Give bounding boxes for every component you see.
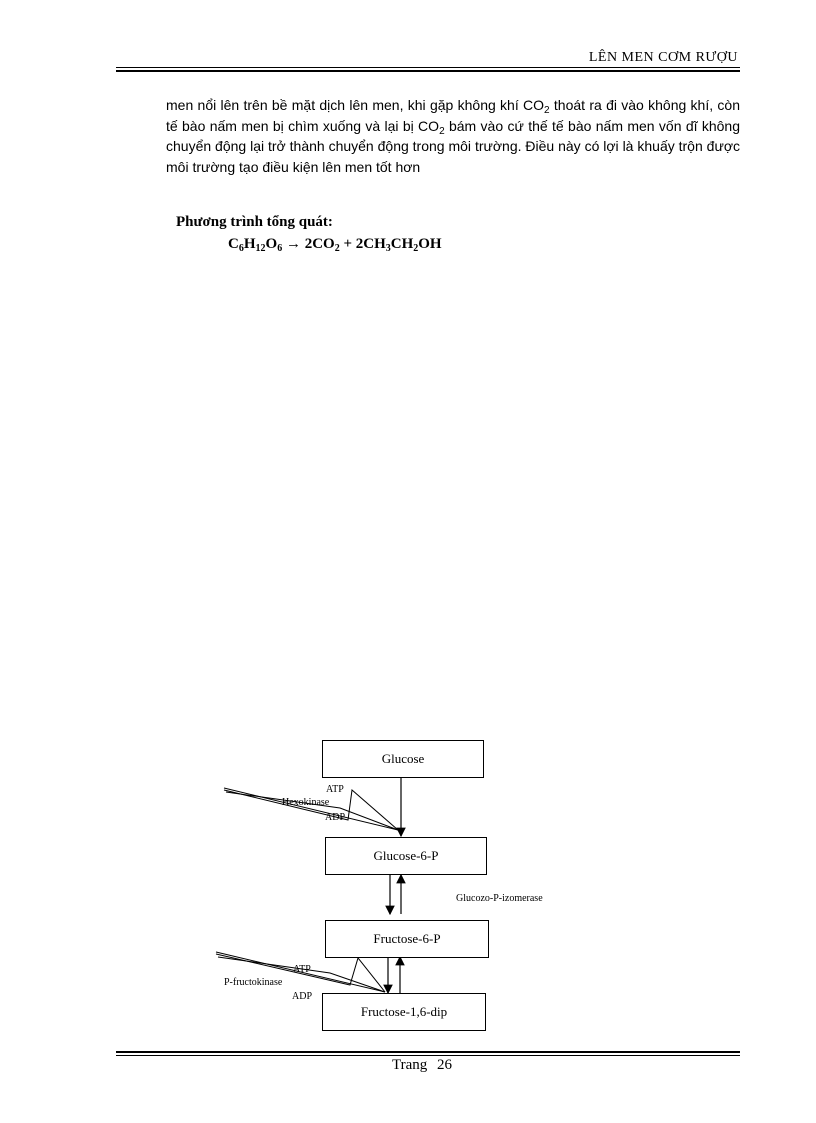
- hexokinase-line-a: [224, 788, 398, 830]
- atp-label-2: ATP: [293, 964, 311, 975]
- equation-label: Phương trình tổng quát:: [176, 214, 333, 230]
- adp-label-2: ADP: [292, 991, 313, 1002]
- fructose-6-p-box: Fructose-6-P: [325, 920, 489, 958]
- body-paragraph: men nổi lên trên bề mặt dịch lên men, khi gặp không khí $CO_2$ thoát ra đi vào không khí, còn tế bào nấm men bị chìm xuống và lại bị $CO_2$ bám vào cứ thế tế bào nấm men vốn dĩ không chuyển động lại trở thành chuyển động trong môi trường. Điều này có lợi là khuấy trộn được môi trường tạo điều kiện lên men tốt hơn: [166, 97, 740, 175]
- page-number: Trang 26: [392, 1057, 453, 1073]
- glucose-6-p-box: Glucose-6-P: [325, 837, 487, 875]
- izomerase-label: Glucozo-P-izomerase: [456, 893, 543, 904]
- fructose-1-6-dip-box: Fructose-1,6-dip: [322, 993, 486, 1031]
- adp-label-1: ADP: [325, 812, 346, 823]
- header-title: LÊN MEN CƠM RƯỢU: [588, 50, 738, 65]
- atp-label-1: ATP: [326, 784, 344, 795]
- footer-rule-thick: [116, 1051, 740, 1053]
- general-equation: $C_6H_{12}O_6 \to 2CO_2 + 2CH_3CH_2OH$: [228, 236, 442, 254]
- footer-rule-thin: [116, 1055, 740, 1056]
- glucose-box: Glucose: [322, 740, 484, 778]
- hexokinase-label: Hexokinase: [282, 797, 330, 808]
- p-fructokinase-label: P-fructokinase: [224, 977, 283, 988]
